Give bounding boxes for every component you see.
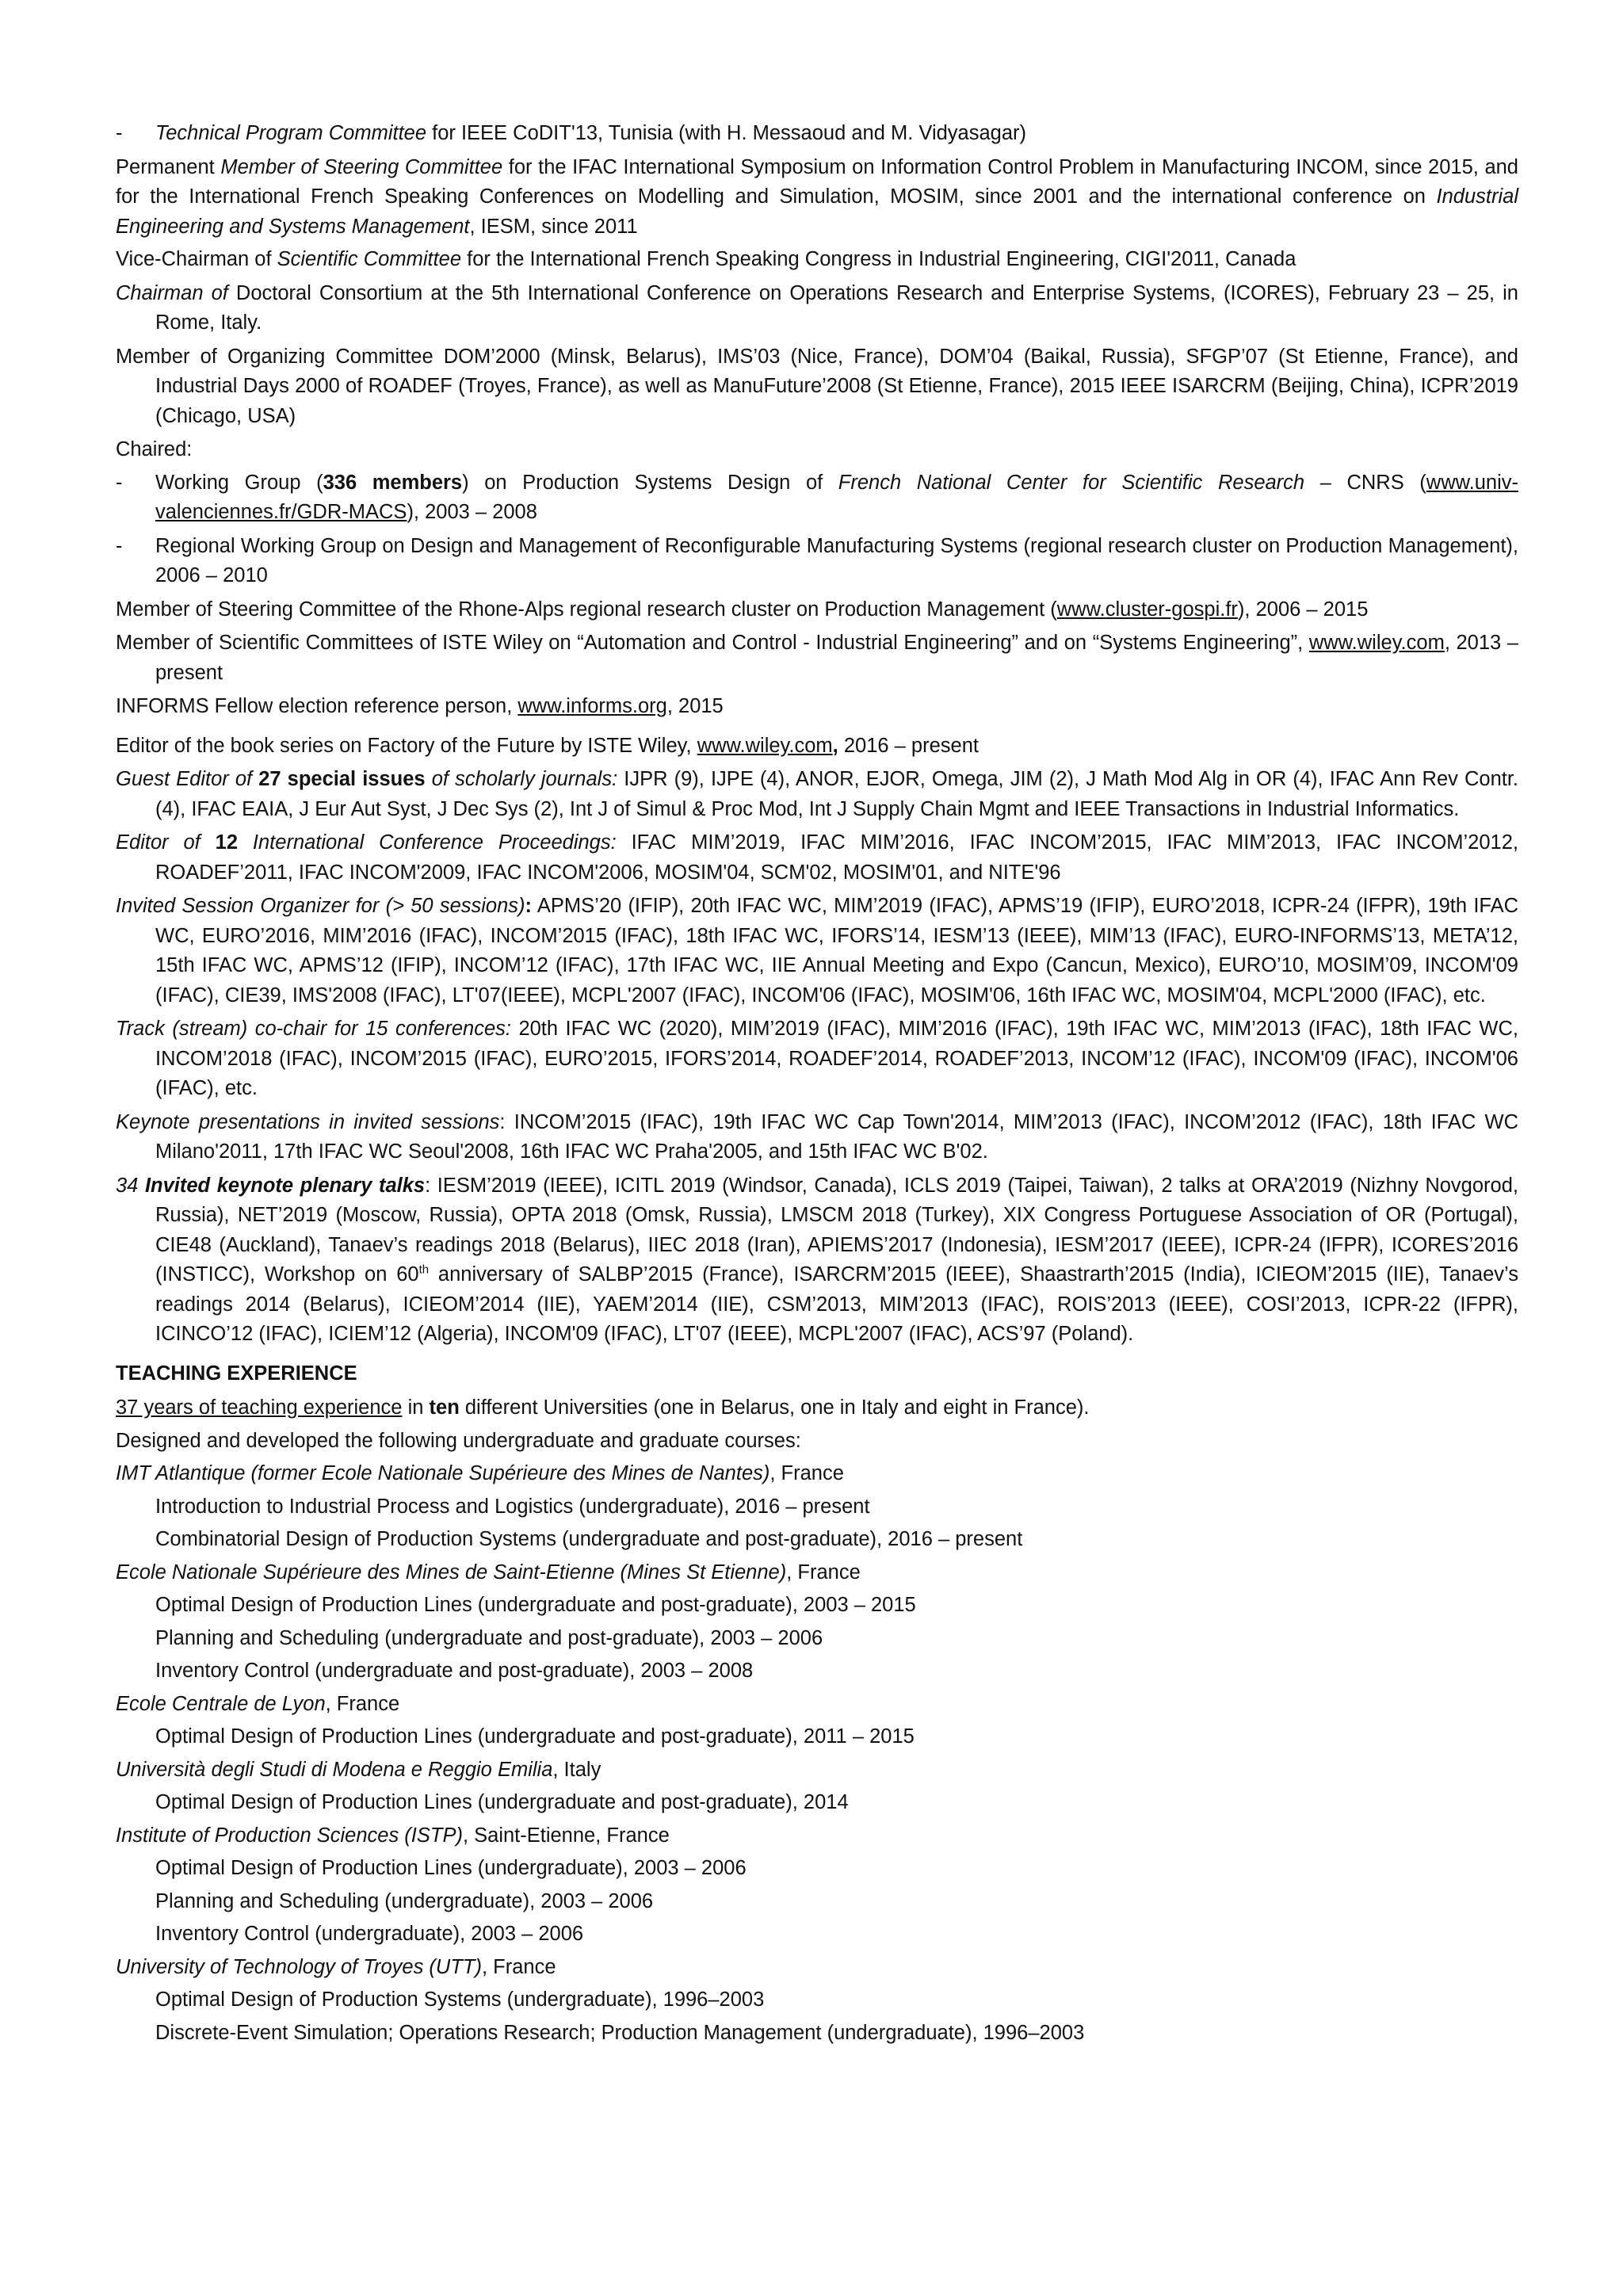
institution-imt-atlantique: IMT Atlantique (former Ecole Nationale Supérieure des Mines de Nantes), France	[116, 1462, 844, 1484]
gdr-macs-link[interactable]: www.univ-valenciennes.fr/GDR-MACS	[155, 471, 1518, 523]
codit-committee-entry: - Technical Program Committee for IEEE CoDIT'13, Tunisia (with H. Messaoud and M. Vidyasagar)	[116, 119, 1518, 149]
keynote-sessions-entry: Keynote presentations in invited sessions: INCOM’2015 (IFAC), 19th IFAC WC Cap Town'2014, MIM’2013 (IFAC), INCOM’2012 (IFAC), 18th IFAC WC Milano'2011, 17th IFAC WC Seoul'2008, 16th IFAC WC Praha'2005, and 15th IFAC WC B'02.	[116, 1110, 1518, 1163]
institution-centrale-lyon: Ecole Centrale de Lyon, France	[116, 1692, 400, 1715]
organizing-committee-entry: Member of Organizing Committee DOM’2000 (Minsk, Belarus), IMS’03 (Nice, France), DOM’04 (Baikal, Russia), SFGP’07 (St Etienne, France), and Industrial Days 2000 of ROADEF (Troyes, France), as well as ManuFuture’2008 (St Etienne, France), 2015 IEEE ISARCRM (Beijing, China), ICPR’2019 (Chicago, USA)	[116, 345, 1518, 427]
course-item: Optimal Design of Production Lines (undergraduate and post-graduate), 2011 – 2015	[155, 1725, 915, 1748]
cv-page	[116, 119, 1518, 2051]
steering-committee-entry: Member of Steering Committee of the Rhone-Alps regional research cluster on Production Management (www.cluster-gospi.fr), 2006 – 2015	[116, 598, 1369, 621]
informs-link[interactable]: www.informs.org	[517, 695, 667, 717]
chairman-entry: Chairman of Doctoral Consortium at the 5th International Conference on Operations Research and Enterprise Systems, (ICORES), February 23 – 25, in Rome, Italy.	[116, 281, 1518, 334]
dash-bullet: -	[116, 471, 123, 494]
proceedings-editor-entry: Editor of 12 International Conference Proceedings: IFAC MIM’2019, IFAC MIM’2016, IFAC INCOM’2015, IFAC MIM’2013, IFAC INCOM’2012, ROADEF’2011, IFAC INCOM'2009, IFAC INCOM'2006, MOSIM'04, SCM'02, MOSIM'01, and NITE'96	[116, 831, 1518, 884]
iste-committee-entry: Member of Scientific Committees of ISTE Wiley on “Automation and Control - Industrial Engineering” and on “Systems Engineering”, www.wiley.com, 2013 – present	[116, 632, 1518, 684]
institution-modena: Università degli Studi di Modena e Reggio Emilia, Italy	[116, 1758, 601, 1781]
course-item: Discrete-Event Simulation; Operations Research; Production Management (undergraduate), 1996–2003	[155, 2021, 1085, 2044]
course-item: Inventory Control (undergraduate and post-graduate), 2003 – 2008	[155, 1660, 754, 1682]
course-item: Optimal Design of Production Lines (undergraduate and post-graduate), 2003 – 2015	[155, 1594, 916, 1616]
guest-editor-entry: Guest Editor of 27 special issues of scholarly journals: IJPR (9), IJPE (4), ANOR, EJOR, Omega, JIM (2), J Math Mod Alg in OR (4), IFAC Ann Rev Contr. (4), IFAC EAIA, J Eur Aut Syst, J Dec Sys (2), Int J of Simul & Proc Mod, Int J Supply Chain Mgmt and IEEE Transactions in Industrial Informatics.	[116, 768, 1519, 820]
institution-istp: Institute of Production Sciences (ISTP), Saint-Etienne, France	[116, 1824, 670, 1847]
cluster-gospi-link[interactable]: www.cluster-gospi.fr	[1056, 598, 1238, 621]
course-item: Optimal Design of Production Lines (undergraduate and post-graduate), 2014	[155, 1791, 849, 1813]
course-item: Inventory Control (undergraduate), 2003 – 2006	[155, 1923, 584, 1945]
courses-intro: Designed and developed the following undergraduate and graduate courses:	[116, 1429, 801, 1452]
course-item: Planning and Scheduling (undergraduate), 2003 – 2006	[155, 1889, 654, 1912]
course-item: Combinatorial Design of Production Systems (undergraduate and post-graduate), 2016 – present	[155, 1528, 1023, 1550]
permanent-member-entry: Permanent Member of Steering Committee for the IFAC International Symposium on Information Control Problem in Manufacturing INCOM, since 2015, and for the International French Speaking Conferences on Modelling and Simulation, MOSIM, since 2001 and the international conference on Industrial Engineering and Systems Management, IESM, since 2011	[116, 155, 1518, 238]
book-series-entry: Editor of the book series on Factory of the Future by ISTE Wiley, www.wiley.com, 2016 – present	[116, 734, 979, 757]
course-item: Optimal Design of Production Systems (undergraduate), 1996–2003	[155, 1988, 765, 2011]
dash-bullet: -	[116, 122, 123, 144]
wiley-link[interactable]: www.wiley.com	[697, 734, 833, 757]
teaching-summary: 37 years of teaching experience in ten different Universities (one in Belarus, one in Italy and eight in France).	[116, 1396, 1090, 1419]
informs-entry: INFORMS Fellow election reference person, www.informs.org, 2015	[116, 695, 724, 717]
chaired-item-working-group: - Working Group (336 members) on Production Systems Design of French National Center for Scientific Research – CNRS (www.univ-valenciennes.fr/GDR-MACS), 2003 – 2008	[116, 468, 1518, 528]
vice-chairman-entry: Vice-Chairman of Scientific Committee for the International French Speaking Congress in Industrial Engineering, CIGI'2011, Canada	[116, 248, 1296, 270]
track-cochair-entry: Track (stream) co-chair for 15 conferences: 20th IFAC WC (2020), MIM’2019 (IFAC), MIM’2016 (IFAC), 19th IFAC WC, MIM’2013 (IFAC), 18th IFAC WC, INCOM’2018 (IFAC), INCOM’2015 (IFAC), EURO’2015, IFORS’2014, ROADEF’2014, ROADEF’2013, INCOM’12 (IFAC), INCOM'09 (IFAC), INCOM'06 (IFAC), etc.	[116, 1018, 1518, 1099]
plenary-talks-entry: 34 Invited keynote plenary talks: IESM’2019 (IEEE), ICITL 2019 (Windsor, Canada), ICLS 2019 (Taipei, Taiwan), 2 talks at ORA’2019 (Nizhny Novgorod, Russia), NET’2019 (Moscow, Russia), OPTA 2018 (Omsk, Russia), LMSCM 2018 (Turkey), XIX Congress Portuguese Association of OR (Portugal), CIE48 (Auckland), Tanaev’s readings 2018 (Belarus), IIEC 2018 (Iran), APIEMS’2017 (Indonesia), IESM’2017 (IEEE), ICPR-24 (IFPR), ICORES’2016 (INSTICC), Workshop on 60th anniversary of SALBP’2015 (France), ISARCRM’2015 (IEEE), Shaastrarth’2015 (India), ICIEOM’2015 (IIE), Tanaev’s readings 2014 (Belarus), ICIEOM’2014 (IIE), YAEM’2014 (IIE), CSM’2013, MIM’2013 (IFAC), ROIS’2013 (IEEE), COSI’2013, ICPR-22 (IFPR), ICINCO’12 (IFAC), ICIEM’12 (Algeria), INCOM'09 (IFAC), LT'07 (IEEE), MCPL'2007 (IFAC), ACS’97 (Poland).	[116, 1174, 1518, 1345]
dash-bullet: -	[116, 534, 123, 557]
chaired-item-regional-group: - Regional Working Group on Design and Management of Reconfigurable Manufacturing Systems (regional research cluster on Production Management), 2006 – 2010	[116, 532, 1518, 591]
institution-utt: University of Technology of Troyes (UTT), France	[116, 1955, 556, 1978]
invited-session-entry: Invited Session Organizer for (> 50 sessions): APMS’20 (IFIP), 20th IFAC WC, MIM’2019 (IFAC), APMS’19 (IFIP), EURO’2018, ICPR-24 (IFPR), 19th IFAC WC, EURO’2016, MIM’2016 (IFAC), INCOM’2015 (IFAC), 18th IFAC WC, IFORS’14, IESM’13 (IEEE), MIM’13 (IFAC), EURO-INFORMS’13, META’12, 15th IFAC WC, APMS’12 (IFIP), INCOM’12 (IFAC), 17th IFAC WC, IIE Annual Meeting and Expo (Cancun, Mexico), EURO’10, MOSIM’09, INCOM'09 (IFAC), CIE39, IMS'2008 (IFAC), LT'07(IEEE), MCPL'2007 (IFAC), INCOM'06 (IFAC), MOSIM'06, 16th IFAC WC, MOSIM'04, MCPL'2000 (IFAC), etc.	[116, 895, 1518, 1007]
institution-mines-st-etienne: Ecole Nationale Supérieure des Mines de Saint-Etienne (Mines St Etienne), France	[116, 1561, 861, 1584]
course-item: Introduction to Industrial Process and Logistics (undergraduate), 2016 – present	[155, 1495, 870, 1518]
wiley-link[interactable]: www.wiley.com	[1308, 632, 1445, 654]
course-item: Optimal Design of Production Lines (undergraduate), 2003 – 2006	[155, 1857, 747, 1879]
chaired-label: Chaired:	[116, 438, 193, 460]
teaching-heading: TEACHING EXPERIENCE	[116, 1362, 357, 1385]
course-item: Planning and Scheduling (undergraduate and post-graduate), 2003 – 2006	[155, 1626, 823, 1649]
